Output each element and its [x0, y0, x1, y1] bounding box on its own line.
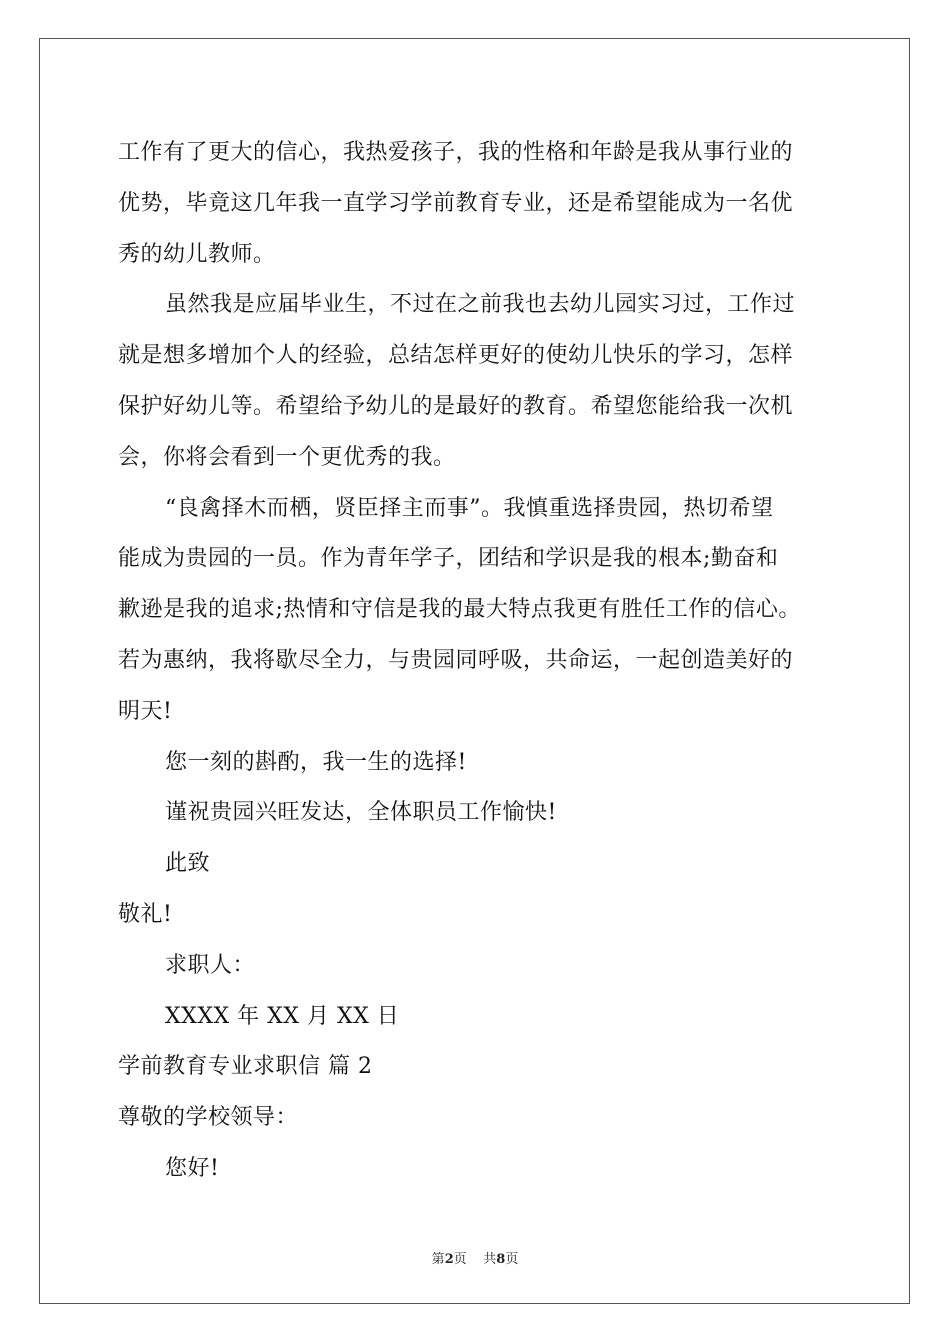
- text-line: 能成为贵园的一员。作为青年学子，团结和学识是我的根本;勤奋和: [118, 546, 779, 572]
- page-suffix: 页: [505, 1252, 519, 1267]
- closing-line: 此致: [165, 851, 211, 877]
- text-line: 明天!: [118, 698, 173, 724]
- text-line: 您一刻的斟酌，我一生的选择!: [165, 749, 467, 775]
- text-line: 会，你将会看到一个更优秀的我。: [118, 444, 456, 470]
- page-prefix: 第: [431, 1252, 445, 1267]
- greeting-line: 尊敬的学校领导：: [118, 1105, 299, 1131]
- page-footer: [0, 1248, 950, 1267]
- text-line: 谨祝贵园兴旺发达，全体职员工作愉快!: [165, 800, 557, 826]
- greeting-line: 您好!: [165, 1155, 220, 1181]
- text-line: 优势，毕竟这几年我一直学习学前教育专业，还是希望能成为一名优: [118, 190, 794, 216]
- page-total: 8: [496, 1252, 506, 1267]
- text-line: 虽然我是应届毕业生，不过在之前我也去幼儿园实习过，工作过: [165, 292, 796, 318]
- text-line: “良禽择木而栖，贤臣择主而事”。我慎重选择贵园，热切希望: [165, 495, 774, 521]
- page-mid: 页 共: [453, 1252, 497, 1267]
- text-line: 就是想多增加个人的经验，总结怎样更好的使幼儿快乐的学习，怎样: [118, 343, 794, 369]
- text-line: 若为惠纳，我将歇尽全力，与贵园同呼吸，共命运，一起创造美好的: [118, 647, 794, 673]
- document-body: [118, 128, 838, 1195]
- text-line: 工作有了更大的信心，我热爱孩子，我的性格和年龄是我从事行业的: [118, 140, 794, 165]
- signature-line: 求职人：: [165, 952, 256, 978]
- section-title: 学前教育专业求职信 篇 2: [118, 1054, 373, 1080]
- text-line: 保护好幼儿等。希望给予幼儿的是最好的教育。希望您能给我一次机: [118, 393, 794, 419]
- salute-line: 敬礼!: [118, 901, 173, 927]
- text-line: 歉逊是我的追求;热情和守信是我的最大特点我更有胜任工作的信心。: [118, 597, 801, 623]
- text-line: 秀的幼儿教师。: [118, 241, 276, 267]
- date-line: XXXX 年 XX 月 XX 日: [165, 1003, 400, 1029]
- page-current: 2: [444, 1252, 454, 1267]
